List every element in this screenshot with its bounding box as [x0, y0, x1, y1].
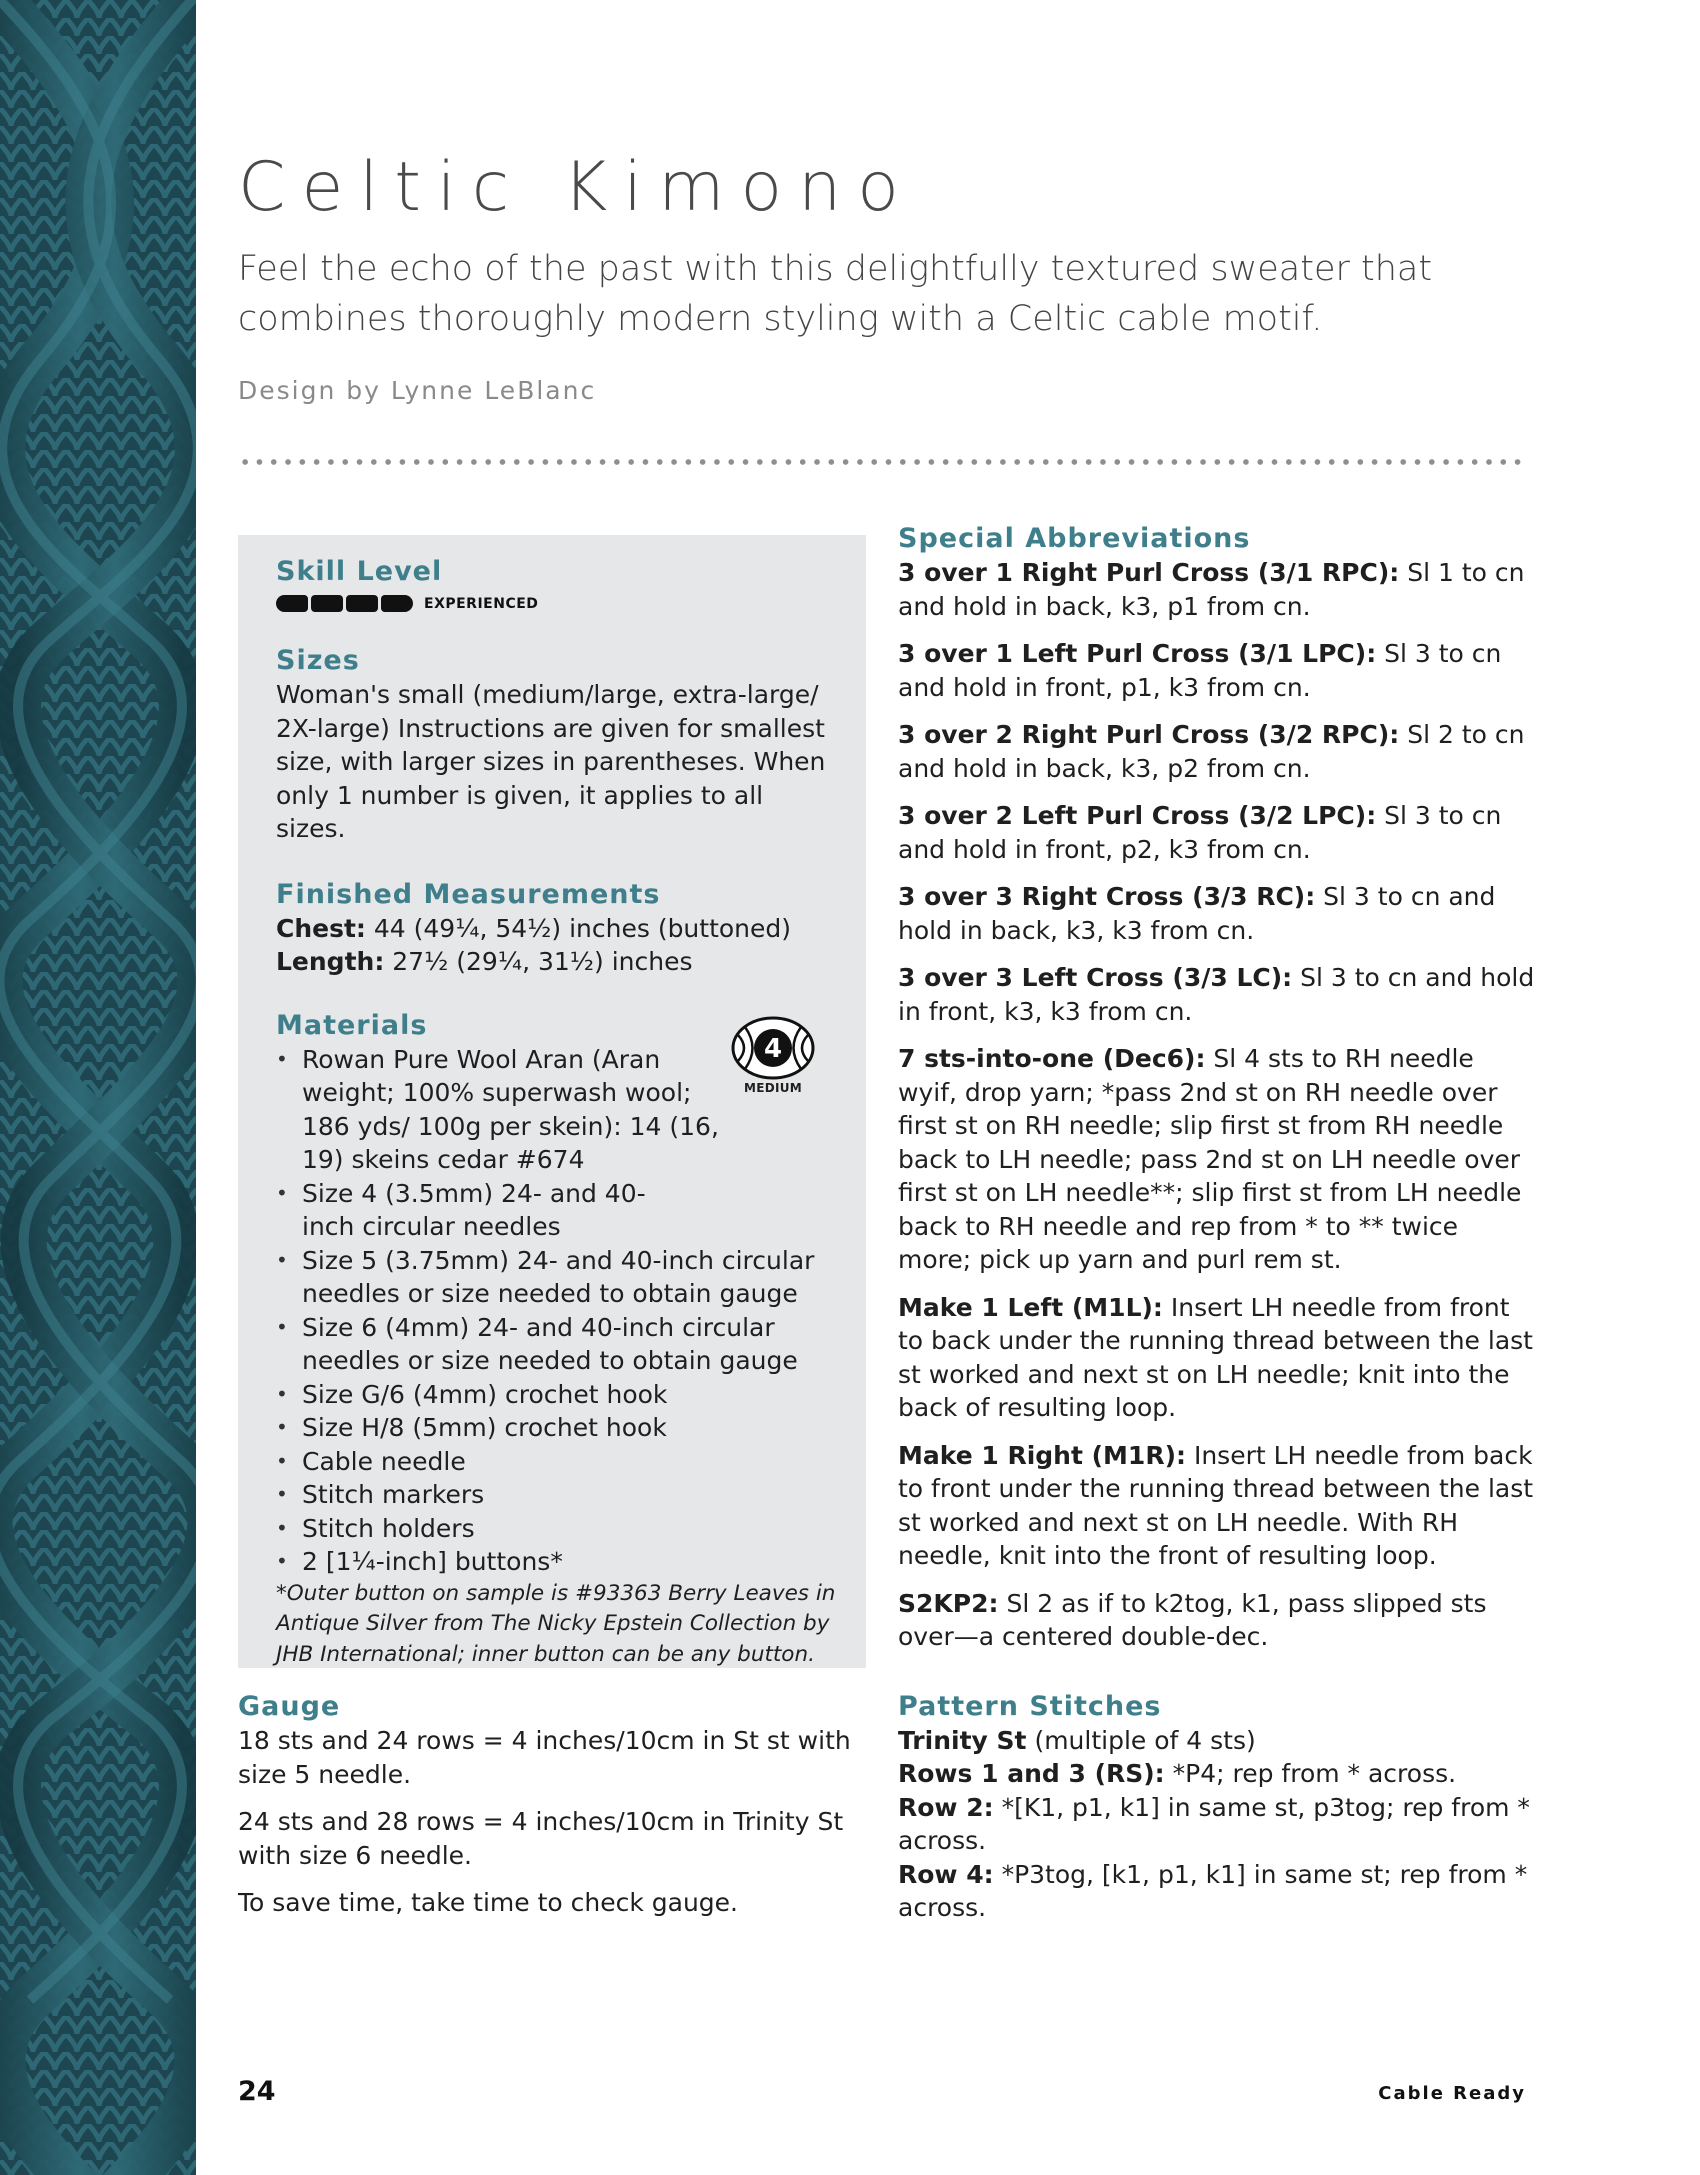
- cable-knit-photo: [0, 0, 196, 2175]
- sizes-heading: Sizes: [276, 645, 360, 676]
- chest-measurement: [276, 912, 836, 946]
- row-label: Row 4:: [898, 1859, 994, 1889]
- length-label: Length:: [276, 947, 385, 976]
- abbreviation-item: [898, 1439, 1538, 1573]
- sizes-text: Woman's small (medium/large, extra-large/ 2X-large) Instructions are given for smallest size, with larger sizes in parentheses. When only 1 number is given, it applies to all sizes.: [276, 680, 826, 843]
- list-item: • Cable needle: [276, 1445, 836, 1479]
- abbreviation-item: [898, 880, 1538, 947]
- abbreviation-definition: Sl 3 to cn and hold in back, k3, k3 from cn.: [898, 882, 1496, 945]
- pattern-row: [898, 1757, 1538, 1791]
- skill-level-heading: Skill Level: [276, 556, 443, 587]
- row-label: Rows 1 and 3 (RS):: [898, 1759, 1165, 1788]
- abbreviation-definition: Sl 1 to cn and hold in back, k3, p1 from cn.: [898, 558, 1525, 621]
- abbreviations-column: [898, 522, 1538, 1925]
- abbreviations-list: [898, 556, 1538, 1654]
- length-value: 27½ (29¼, 31½) inches: [392, 947, 693, 976]
- gauge-line: 24 sts and 28 rows = 4 inches/10cm in Trinity St with size 6 needle.: [238, 1807, 844, 1870]
- abbreviation-item: [898, 1587, 1538, 1654]
- page-subtitle: Feel the echo of the past with this delightfully textured sweater that combines thoroughly modern styling with a Celtic cable motif.: [238, 249, 1433, 339]
- materials-section: [276, 1009, 836, 1671]
- gauge-line: To save time, take time to check gauge.: [238, 1888, 738, 1917]
- row-text: *[K1, p1, k1] in same st, p3tog; rep from * across.: [898, 1792, 1530, 1855]
- abbreviation-term: 3 over 1 Right Purl Cross (3/1 RPC):: [898, 558, 1400, 587]
- abbreviation-item: [898, 1291, 1538, 1425]
- abbreviation-term: 3 over 3 Left Cross (3/3 LC):: [898, 963, 1293, 992]
- list-item: • Rowan Pure Wool Aran (Aran weight; 100% superwash wool; 186 yds/ 100g per skein): 14 (16, 19) skeins cedar #674: [276, 1043, 836, 1177]
- page-number: 24: [238, 2076, 276, 2107]
- gauge-section: [238, 1690, 858, 1920]
- abbreviation-term: 3 over 2 Right Purl Cross (3/2 RPC):: [898, 720, 1400, 749]
- chest-label: Chest:: [276, 913, 366, 943]
- abbreviation-item: [898, 799, 1538, 866]
- row-text: *P3tog, [k1, p1, k1] in same st; rep from * across.: [898, 1859, 1528, 1922]
- abbreviation-item: [898, 637, 1538, 704]
- abbreviation-term: 7 sts-into-one (Dec6):: [898, 1044, 1206, 1073]
- abbreviation-item: [898, 1042, 1538, 1277]
- abbreviation-definition: Sl 2 as if to k2tog, k1, pass slipped sts over—a centered double-dec.: [898, 1588, 1487, 1651]
- abbreviation-term: S2KP2:: [898, 1588, 999, 1618]
- abbreviations-heading: Special Abbreviations: [898, 523, 1251, 554]
- list-item: • Size H/8 (5mm) crochet hook: [276, 1411, 836, 1445]
- abbreviation-definition: Sl 2 to cn and hold in back, k3, p2 from cn.: [898, 720, 1525, 783]
- list-item: • 2 [1¼-inch] buttons*: [276, 1545, 836, 1579]
- abbreviation-term: 3 over 2 Left Purl Cross (3/2 LPC):: [898, 801, 1377, 830]
- list-item: • Size 5 (3.75mm) 24- and 40-inch circular needles or size needed to obtain gauge: [276, 1244, 836, 1311]
- skill-segment: [346, 595, 378, 612]
- skill-segment: [311, 595, 343, 612]
- skill-segment: [381, 595, 413, 612]
- abbreviation-item: [898, 556, 1538, 623]
- abbreviation-term: Make 1 Left (M1L):: [898, 1292, 1163, 1322]
- button-footnote: *Outer button on sample is #93363 Berry Leaves in Antique Silver from The Nicky Epstein Collection by JHB International; inner button can be any button.: [276, 1580, 836, 1667]
- details-panel: [238, 535, 866, 1668]
- gauge-line: 18 sts and 24 rows = 4 inches/10cm in St st with size 5 needle.: [238, 1726, 851, 1789]
- abbreviation-item: [898, 961, 1538, 1028]
- abbreviation-item: [898, 718, 1538, 785]
- list-item: • Size 4 (3.5mm) 24- and 40-inch circular needles: [276, 1177, 836, 1244]
- abbreviation-definition: Sl 3 to cn and hold in front, p2, k3 from cn.: [898, 801, 1502, 864]
- pattern-stitches-heading: Pattern Stitches: [898, 1690, 1162, 1722]
- pattern-row: [898, 1858, 1538, 1925]
- pattern-multiple: (multiple of 4 sts): [1034, 1725, 1256, 1755]
- yarn-weight-label: MEDIUM: [743, 1080, 803, 1095]
- abbreviation-term: 3 over 3 Right Cross (3/3 RC):: [898, 882, 1316, 911]
- chest-value: 44 (49¼, 54½) inches (buttoned): [373, 913, 792, 943]
- abbreviation-definition: Sl 3 to cn and hold in front, p1, k3 from cn.: [898, 639, 1502, 702]
- skill-level-label: EXPERIENCED: [424, 595, 539, 612]
- cable-knit-image: [0, 0, 196, 2175]
- abbreviation-definition: Sl 4 sts to RH needle wyif, drop yarn; *pass 2nd st on RH needle over first st on RH needle; slip first st from RH needle back to LH needle; pass 2nd st on LH needle over first st on LH needle**; slip first st from LH needle back to RH needle and rep from * to ** twice more; pick up yarn and purl rem st.: [898, 1044, 1522, 1274]
- pattern-stitch-name: Trinity St: [898, 1725, 1027, 1755]
- abbreviation-term: Make 1 Right (M1R):: [898, 1440, 1187, 1470]
- running-title: Cable Ready: [1378, 2083, 1526, 2104]
- row-label: Row 2:: [898, 1792, 994, 1822]
- gauge-heading: Gauge: [238, 1691, 341, 1722]
- yarn-weight-number: 4: [763, 1033, 783, 1064]
- abbreviation-definition: Insert LH needle from front to back under the running thread between the last st worked and next st on LH needle; knit into the back of resulting loop.: [898, 1292, 1533, 1422]
- materials-heading: Materials: [276, 1009, 428, 1041]
- list-item: • Size 6 (4mm) 24- and 40-inch circular needles or size needed to obtain gauge: [276, 1311, 836, 1378]
- list-item: • Stitch markers: [276, 1478, 836, 1512]
- abbreviation-definition: Insert LH needle from back to front under the running thread between the last st worked and next st on LH needle. With RH needle, knit into the front of resulting loop.: [898, 1440, 1534, 1570]
- skill-level-indicator: [276, 595, 836, 612]
- materials-list: [276, 1043, 836, 1579]
- measurements-heading: Finished Measurements: [276, 878, 661, 910]
- list-item: • Size G/6 (4mm) crochet hook: [276, 1378, 836, 1412]
- abbreviation-term: 3 over 1 Left Purl Cross (3/1 LPC):: [898, 639, 1377, 668]
- dotted-divider: [238, 458, 1528, 466]
- row-text: *P4; rep from * across.: [1172, 1759, 1457, 1788]
- pattern-name: [898, 1724, 1538, 1758]
- skill-segment: [276, 595, 308, 612]
- length-measurement: [276, 945, 836, 979]
- pattern-row: [898, 1791, 1538, 1858]
- list-item: • Stitch holders: [276, 1512, 836, 1546]
- abbreviation-definition: Sl 3 to cn and hold in front, k3, k3 from cn.: [898, 963, 1535, 1026]
- page-title: Celtic Kimono: [238, 148, 915, 227]
- designer-byline: Design by Lynne LeBlanc: [238, 376, 597, 405]
